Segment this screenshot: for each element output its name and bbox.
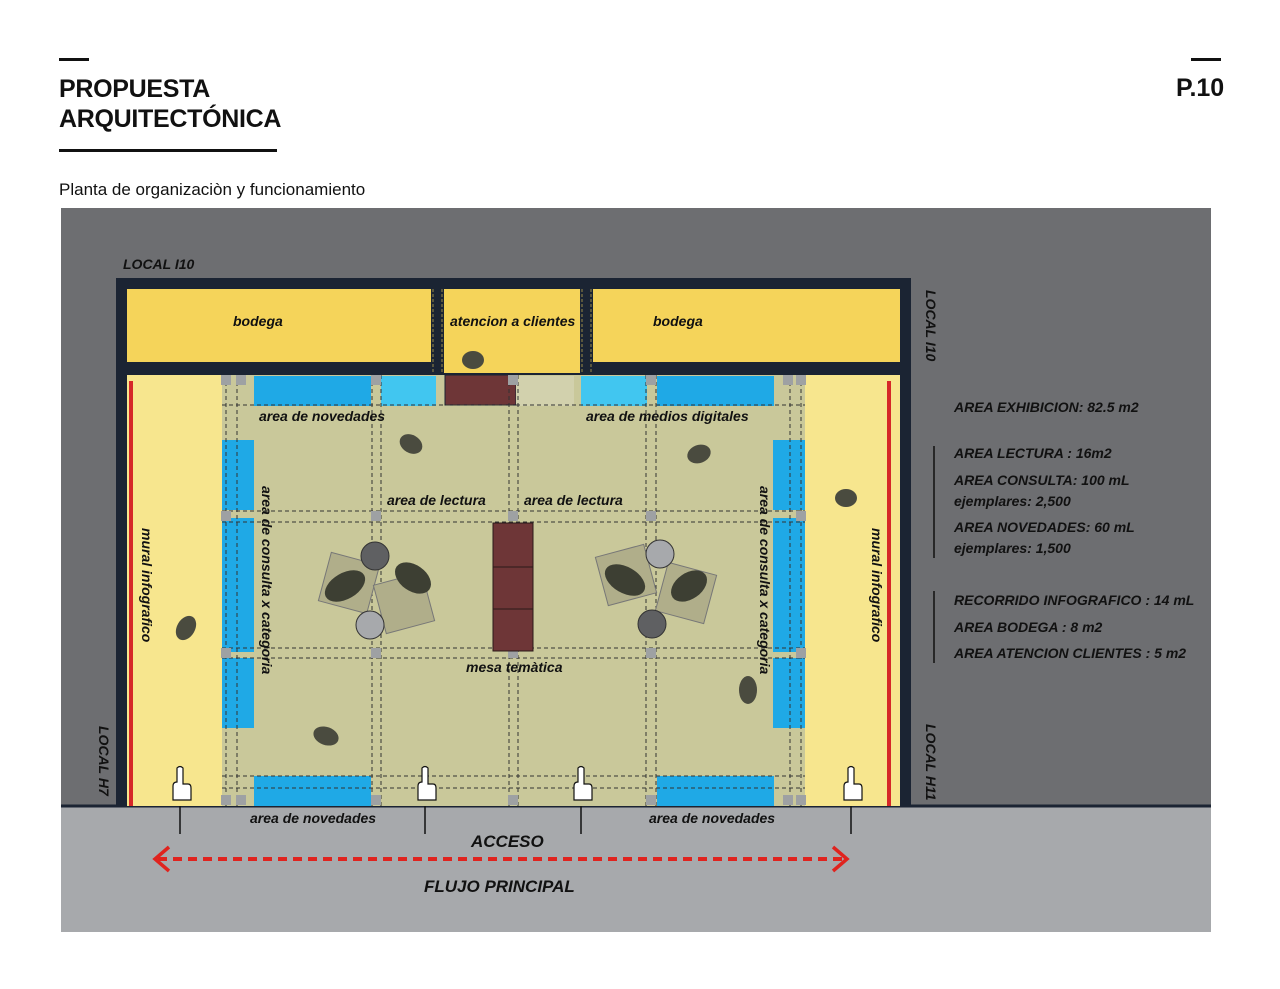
label-novedades-bottom-left: area de novedades — [250, 810, 377, 826]
shelf-right-2 — [773, 518, 805, 652]
mesa-tematica-table — [493, 523, 533, 651]
label-consulta-left: area de consulta x categoria — [259, 486, 275, 675]
stat-atencion: AREA ATENCION CLIENTES : 5 m2 — [954, 645, 1187, 661]
stat-lectura: AREA LECTURA : 16m2 — [954, 445, 1112, 461]
label-local-i10-top: LOCAL I10 — [123, 256, 195, 272]
mural-red-line-right — [887, 381, 891, 806]
shelf-left-3 — [222, 658, 254, 728]
floor-plan — [61, 208, 1211, 932]
stat-novedades: AREA NOVEDADES: 60 mL — [954, 519, 1135, 535]
label-novedades-top: area de novedades — [259, 408, 386, 424]
atencion-counter — [445, 375, 516, 405]
stat-consulta-ejemplares: ejemplares: 2,500 — [954, 493, 1071, 509]
page-subtitle: Planta de organizaciòn y funcionamiento — [59, 180, 366, 199]
page-title-line2: ARQUITECTÓNICA — [59, 105, 282, 133]
shelf-top-4 — [657, 376, 774, 406]
shelf-bottom-1 — [254, 776, 371, 806]
page-title-line1: PROPUESTA — [59, 75, 211, 103]
bodega-right — [593, 289, 900, 362]
label-bodega-right: bodega — [653, 313, 703, 329]
label-mural-left: mural infografico — [139, 528, 155, 643]
label-lectura-right: area de lectura — [524, 492, 623, 508]
shelf-right-1 — [773, 440, 805, 510]
header-rule-top-right — [1191, 58, 1221, 61]
shelf-top-2 — [381, 376, 436, 406]
header-rule-top-left — [59, 58, 89, 61]
label-lectura-left: area de lectura — [387, 492, 486, 508]
label-local-h7: LOCAL H7 — [96, 726, 112, 796]
street-area — [61, 806, 1211, 932]
page-title — [59, 74, 281, 134]
label-mesa-tematica: mesa temàtica — [466, 659, 563, 675]
mural-red-line-left — [129, 381, 133, 806]
shelf-left-2 — [222, 518, 254, 652]
floor-plan-drawing — [61, 208, 1211, 932]
label-local-i10-right: LOCAL I10 — [923, 290, 939, 362]
stat-bodega: AREA BODEGA : 8 m2 — [954, 619, 1103, 635]
label-flujo-principal: FLUJO PRINCIPAL — [424, 877, 575, 896]
shelf-right-3 — [773, 658, 805, 728]
stat-consulta: AREA CONSULTA: 100 mL — [954, 472, 1130, 488]
label-acceso: ACCESO — [471, 832, 544, 851]
shelf-top-3 — [581, 376, 647, 406]
label-atencion: atencion a clientes — [450, 313, 576, 329]
stat-novedades-ejemplares: ejemplares: 1,500 — [954, 540, 1071, 556]
shelf-bottom-2 — [657, 776, 774, 806]
label-mural-right: mural infografico — [869, 528, 885, 643]
shelf-left-1 — [222, 440, 254, 510]
label-medios-digitales: area de medios digitales — [586, 408, 749, 424]
counter-gap — [516, 376, 574, 406]
header-rule-under-title — [59, 149, 277, 152]
label-novedades-bottom-right: area de novedades — [649, 810, 776, 826]
stat-recorrido: RECORRIDO INFOGRAFICO : 14 mL — [954, 592, 1195, 608]
label-consulta-right: area de consulta x categoria — [757, 486, 773, 675]
label-local-h11: LOCAL H11 — [923, 724, 939, 801]
shelf-top-1 — [254, 376, 371, 406]
page-number: P.10 — [1176, 74, 1225, 102]
stat-exhibicion: AREA EXHIBICION: 82.5 m2 — [954, 399, 1139, 415]
label-bodega-left: bodega — [233, 313, 283, 329]
